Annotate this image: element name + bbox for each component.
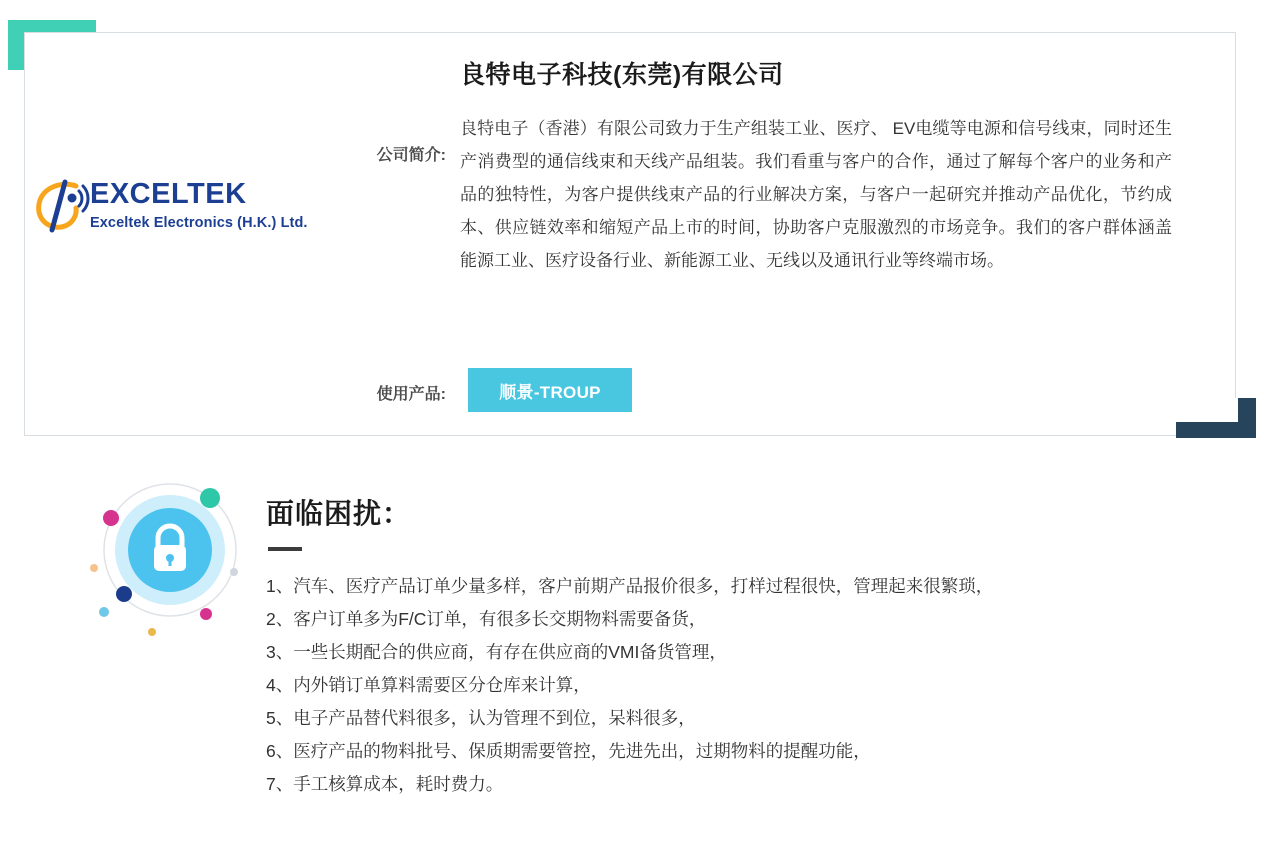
company-title: 良特电子科技(东莞)有限公司 <box>460 61 784 89</box>
product-used-label: 使用产品: <box>376 386 446 403</box>
section-title: 面临困扰： <box>266 498 412 529</box>
list-item: 5、电子产品替代料很多，认为管理不到位，呆料很多， <box>266 708 696 728</box>
list-item: 7、手工核算成本，耗时费力。 <box>266 774 504 794</box>
list-item: 4、内外销订单算料需要区分仓库来计算， <box>266 675 591 695</box>
list-item: 3、一些长期配合的供应商，有存在供应商的VMI备货管理， <box>266 642 727 662</box>
company-intro-text: 良特电子（香港）有限公司致力于生产组装工业、医疗、 EV电缆等电源和信号线束，同时还生产消费型的通信线束和天线产品组装。我们看重与客户的合作，通过了解每个客户的业务和产品的独特性，为客户提供线束产品的行业解决方案，与客户一起研究并推动产品优化，节约成本、供应链效率和缩短产品上市的时间，协助客户克服激烈的市场竞争。我们的客户群体涵盖能源工业、医疗设备行业、新能源工业、无线以及通讯行业等终端市场。 <box>460 119 1172 270</box>
logo-subtitle: Exceltek Electronics (H.K.) Ltd. <box>90 215 308 231</box>
company-logo <box>32 172 332 262</box>
issues-section <box>0 460 1264 850</box>
logo-text-block <box>90 180 308 231</box>
lock-icon <box>82 472 262 652</box>
section-title-rule <box>268 547 302 551</box>
issues-list <box>266 570 1196 801</box>
list-item: 6、医疗产品的物料批号、保质期需要管控，先进先出，过期物料的提醒功能， <box>266 741 871 761</box>
exceltek-logo-mark <box>32 178 90 234</box>
decorative-corner-bottom-right-cutout <box>1176 398 1238 422</box>
company-intro-label: 公司简介: <box>376 147 446 164</box>
list-item: 2、客户订单多为F/C订单，有很多长交期物料需要备货， <box>266 609 707 629</box>
product-used-badge: 顺景-TROUP <box>468 368 632 412</box>
logo-name: EXCELTEK <box>90 178 247 210</box>
list-item: 1、汽车、医疗产品订单少量多样，客户前期产品报价很多，打样过程很快，管理起来很繁琐， <box>266 576 994 596</box>
